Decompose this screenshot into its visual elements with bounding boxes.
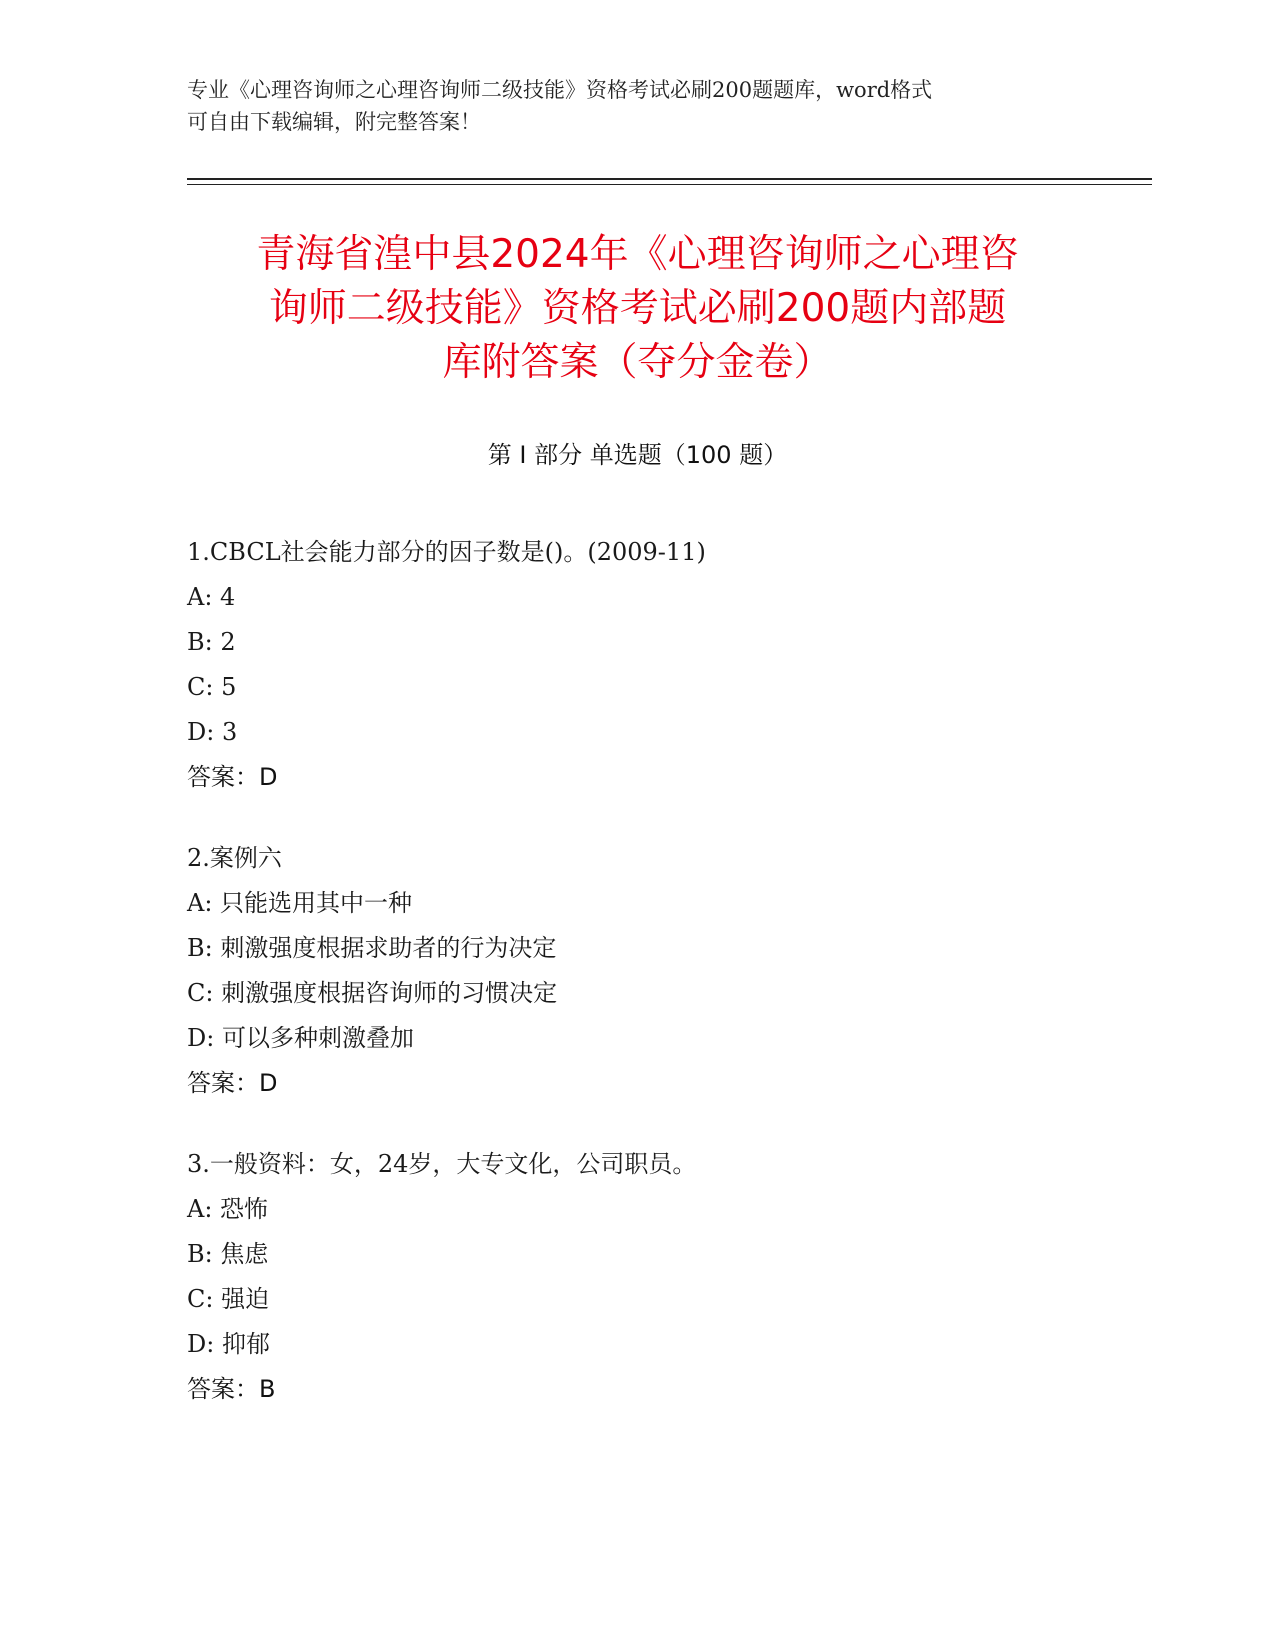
question-answer: 答案：D [187,1069,278,1097]
question-answer: 答案：B [187,1375,276,1403]
question-item [187,1142,1147,1412]
option-d: D: 3 [187,718,238,746]
header-note-line-2: 可自由下载编辑，附完整答案！ [187,110,481,134]
option-b: B: 2 [187,628,236,656]
option-d: D: 抑郁 [187,1330,270,1358]
header-note [187,74,1067,138]
option-b: B: 焦虑 [187,1240,269,1268]
question-answer: 答案：D [187,763,278,791]
document-title [170,228,1105,390]
question-stem: 2.案例六 [187,844,282,872]
option-a: A: 恐怖 [187,1195,269,1223]
question-item [187,836,1147,1106]
header-divider-thin [187,184,1152,185]
option-d: D: 可以多种刺激叠加 [187,1024,414,1052]
header-note-line-1: 专业《心理咨询师之心理咨询师二级技能》资格考试必刷200题题库，word格式 [187,78,933,102]
document-title-line-1: 青海省湟中县2024年《心理咨询师之心理咨 [256,232,1019,277]
option-a: A: 4 [187,583,236,611]
document-title-line-2: 询师二级技能》资格考试必刷200题内部题 [268,286,1007,331]
option-c: C: 强迫 [187,1285,270,1313]
question-stem: 1.CBCL社会能力部分的因子数是()。(2009-11) [187,538,706,566]
question-item [187,530,1147,800]
option-c: C: 5 [187,673,237,701]
header-divider-thick [187,178,1152,180]
document-title-line-3: 库附答案（夺分金卷） [442,340,833,385]
option-b: B: 刺激强度根据求助者的行为决定 [187,934,557,962]
question-list [187,530,1147,1448]
section-heading: 第 I 部分 单选题（100 题） [487,441,788,469]
option-a: A: 只能选用其中一种 [187,889,413,917]
option-c: C: 刺激强度根据咨询师的习惯决定 [187,979,558,1007]
question-stem: 3.一般资料：女，24岁，大专文化，公司职员。 [187,1150,697,1178]
